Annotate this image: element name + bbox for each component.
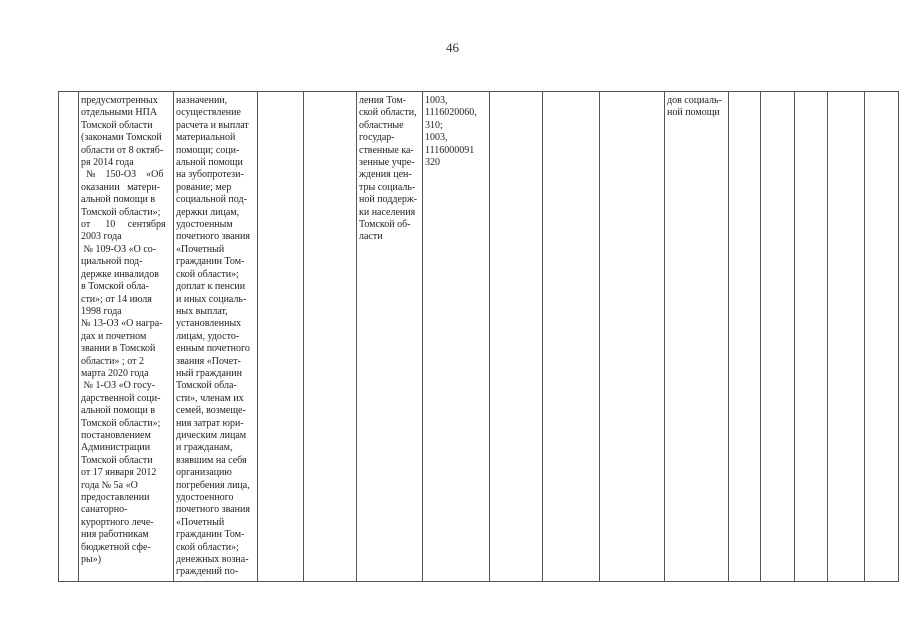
table-cell-empty [59,92,79,582]
table-cell-empty [258,92,304,582]
table-cell-empty [304,92,357,582]
table-cell-legal-basis: предусмотренных отдельными НПА Томской области (законами Томской области от 8 октяб- ря 2014 года № 150-ОЗ «Об оказании матери- альной помощи в Томской области»; от 10 сентября 2003 года № 109-ОЗ «О со- циальной под- держке инвалидов в Томской обла- сти»; от 14 июля 1998 года № 13-ОЗ «О награ- дах и почетном звании в Томской области» ; от 2 марта 2020 года № 1-ОЗ «О госу- дарственной соци- альной помощи в Томской области»; постановлением Администрации Томской области от 17 января 2012 года № 5а «О предоставлении санаторно- курортного лече- ния работникам бюджетной сфе- ры») [79,92,174,582]
table-cell-institutions: ления Том- ской области, областные государ- ственные ка- зенные учре- ждения цен- тры социаль- ной поддерж- ки населения Томской об- ласти [357,92,423,582]
page-number: 46 [446,40,459,55]
table-cell-empty [828,92,865,582]
table-cell-description: назначении, осуществление расчета и выплат материальной помощи; соци- альной помощи на зубопротези- рование; мер социальной под- держки лицам, удостоенным почетного звания «Почетный гражданин Том- ской области»; доплат к пенсии и иных социаль- ных выплат, установленных лицам, удосто- енным почетного звания «Почет- ный гражданин Томской обла- сти», членам их семей, возмеще- ния затрат юри- дическим лицам и гражданам, взявшим на себя организацию погребения лица, удостоенного почетного звания «Почетный гражданин Том- ской области»; денежных возна- граждений по- [174,92,258,582]
table-cell-empty [600,92,665,582]
table-cell-empty [795,92,828,582]
table-cell-empty [865,92,899,582]
table-cell-empty [729,92,761,582]
table-cell-empty [761,92,795,582]
table-row [59,92,899,582]
table-cell-budget-codes: 1003, 1116020060, 310; 1003, 1116000091 320 [423,92,490,582]
table-cell-empty [490,92,543,582]
table-cell-empty [543,92,600,582]
document-table [58,91,899,582]
table-cell-aid-types: дов социаль- ной помощи [665,92,729,582]
